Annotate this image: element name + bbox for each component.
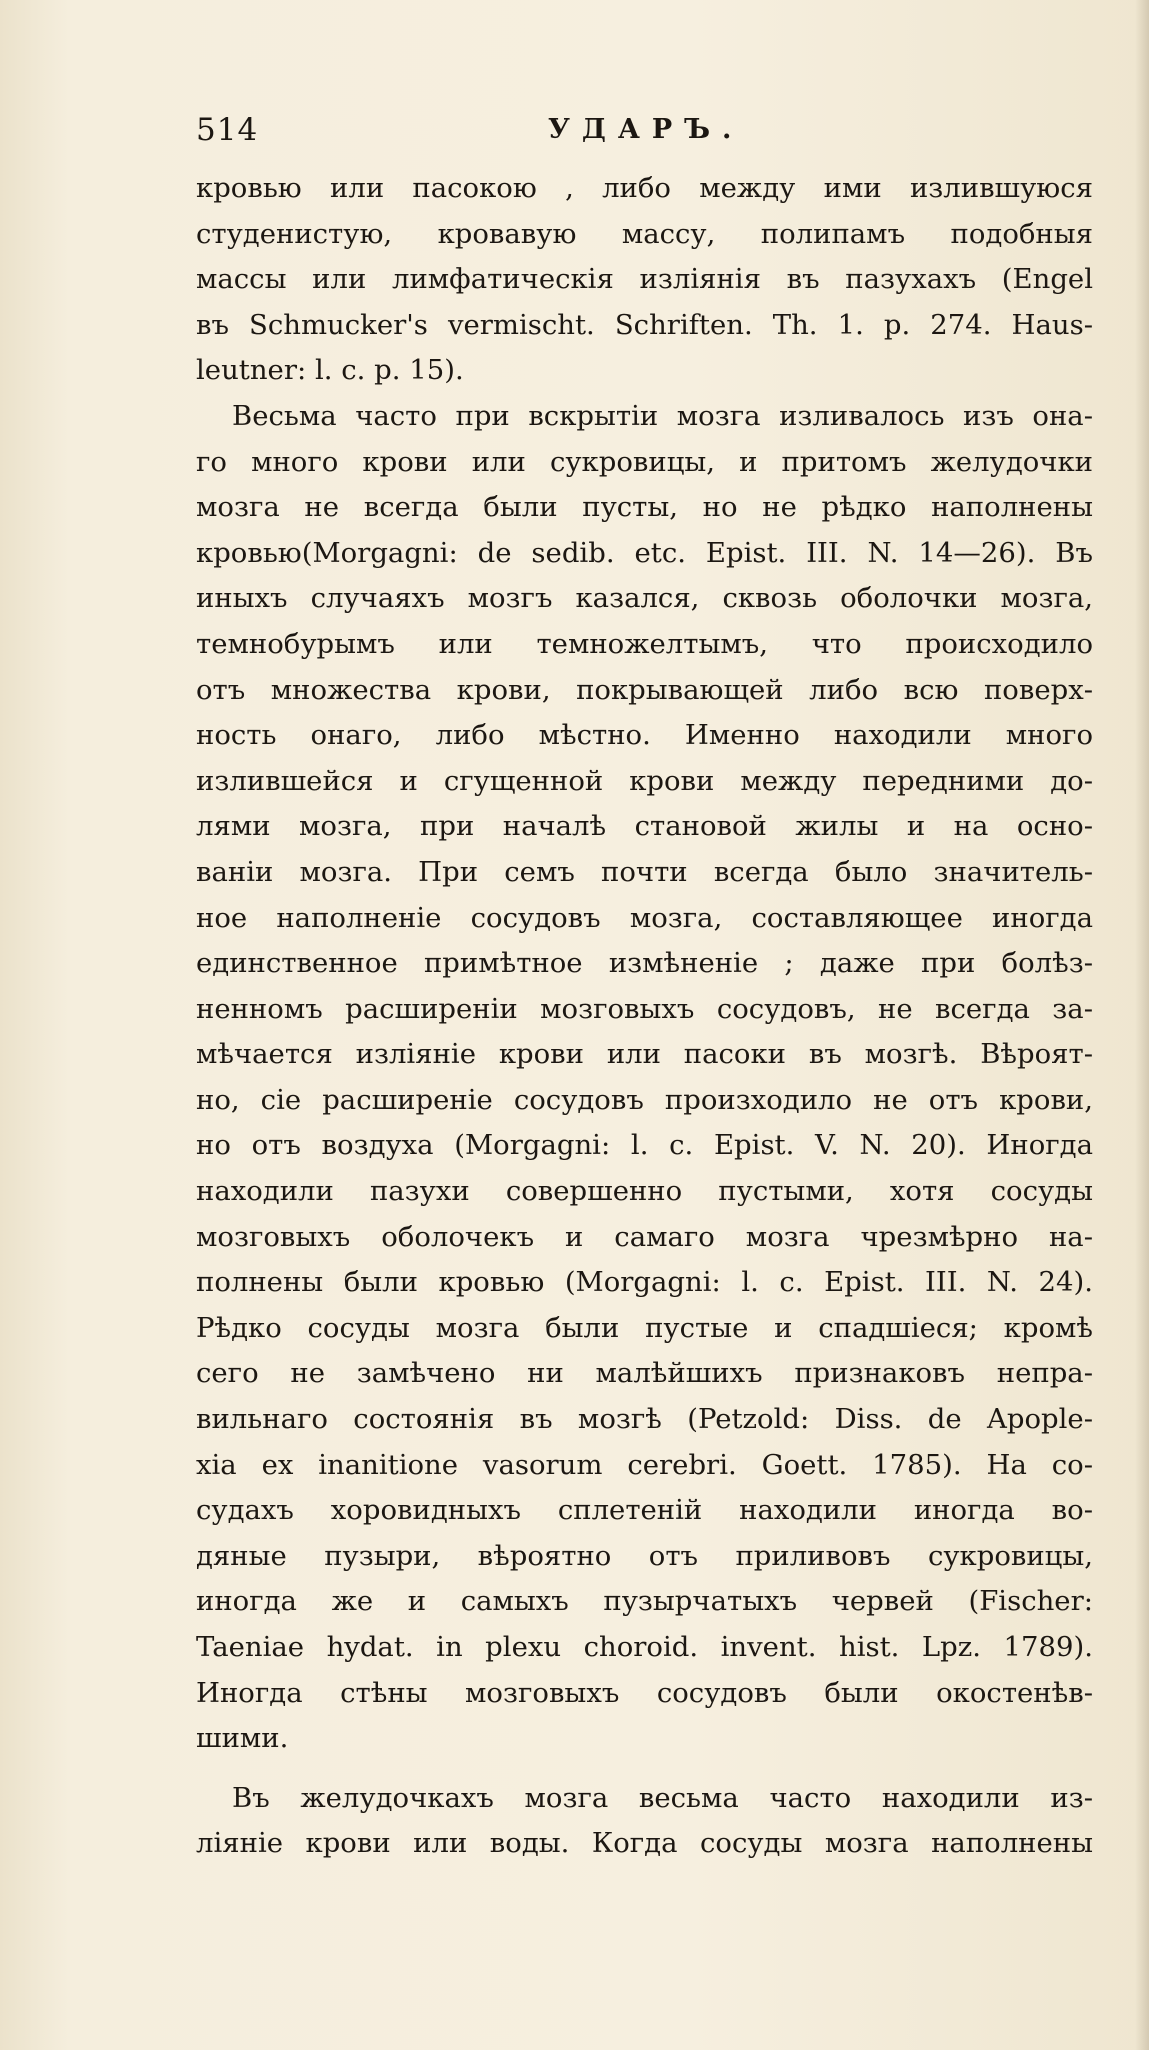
text-line: иныхъ случаяхъ мозгъ казался, сквозь оболочки мозга, xyxy=(196,582,1093,615)
text-line: Весьма часто при вскрытіи мозга изливалось изъ она- xyxy=(232,399,1093,432)
text-line: кровью(Morgagni: de sedib. etc. Epist. III. N. 14—26). Въ xyxy=(196,536,1093,569)
text-line: Рѣдко сосуды мозга были пустые и спадшіеся; кромѣ xyxy=(196,1311,1093,1344)
paragraph-3 xyxy=(196,1776,1093,1867)
running-head: УДАРЪ. xyxy=(548,114,744,145)
text-line: отъ множества крови, покрывающей либо всю поверх- xyxy=(196,673,1093,706)
text-line: но, сіе расширеніе сосудовъ произходило не отъ крови, xyxy=(196,1083,1093,1116)
text-line: кровью или пасокою , либо между ими излившуюся xyxy=(196,172,1093,204)
text-line: мозга не всегда были пусты, но не рѣдко наполнены xyxy=(196,491,1093,524)
text-line: leutner: l. c. p. 15). xyxy=(196,354,464,387)
text-line: сего не замѣчено ни малѣйшихъ признаковъ непра- xyxy=(196,1357,1093,1390)
text-line: Въ желудочкахъ мозга весьма часто находили из- xyxy=(232,1781,1093,1814)
text-line: находили пазухи совершенно пустыми, хотя сосуды xyxy=(196,1175,1093,1208)
text-line: судахъ хоровидныхъ сплетеній находили иногда во- xyxy=(196,1494,1093,1527)
page-number: 514 xyxy=(196,112,259,148)
page-header xyxy=(196,112,1096,162)
text-line: массы или лимфатическія изліянія въ пазухахъ (Engel xyxy=(196,263,1093,296)
text-line: ліяніе крови или воды. Когда сосуды мозга наполнены xyxy=(196,1827,1093,1860)
text-line: иногда же и самыхъ пузырчатыхъ червей (Fischer: xyxy=(196,1585,1093,1618)
text-line: излившейся и сгущенной крови между передними до- xyxy=(196,764,1093,797)
text-line: темнобурымъ или темножелтымъ, что происходило xyxy=(196,627,1093,660)
text-line: Taeniae hydat. in plexu choroid. invent. hist. Lpz. 1789). xyxy=(196,1631,1093,1663)
paragraph-1 xyxy=(196,166,1093,394)
text-line: ное наполненіе сосудовъ мозга, составляющее иногда xyxy=(196,901,1093,934)
text-line: единственное примѣтное измѣненіе ; даже при болѣз- xyxy=(196,947,1093,980)
text-line: полнены были кровью (Morgagni: l. c. Epist. III. N. 24). xyxy=(196,1266,1093,1299)
text-line: въ Schmucker's vermischt. Schriften. Th. 1. p. 274. Haus- xyxy=(196,308,1093,341)
text-line: xia ex inanitione vasorum cerebri. Goett. 1785). На со- xyxy=(196,1448,1093,1481)
text-line: Иногда стѣны мозговыхъ сосудовъ были окостенѣв- xyxy=(196,1676,1093,1709)
text-line: вильнаго состоянія въ мозгѣ (Petzold: Diss. de Apople- xyxy=(196,1403,1093,1436)
paragraph-2 xyxy=(196,394,1093,1762)
body-text xyxy=(196,166,1093,1867)
text-line: студенистую, кровавую массу, полипамъ подобныя xyxy=(196,217,1093,250)
text-line: ность онаго, либо мѣстно. Именно находили много xyxy=(196,719,1093,752)
text-line: мѣчается изліяніе крови или пасоки въ мозгѣ. Вѣроят- xyxy=(196,1038,1093,1071)
text-line: дяные пузыри, вѣроятно отъ приливовъ сукровицы, xyxy=(196,1539,1093,1572)
text-line: шими. xyxy=(196,1722,289,1755)
text-line: го много крови или сукровицы, и притомъ желудочки xyxy=(196,445,1093,478)
text-line: лями мозга, при началѣ становой жилы и на осно- xyxy=(196,810,1093,843)
text-line: ваніи мозга. При семъ почти всегда было значитель- xyxy=(196,855,1093,888)
text-line: но отъ воздуха (Morgagni: l. c. Epist. V. N. 20). Иногда xyxy=(196,1129,1093,1162)
text-line: мозговыхъ оболочекъ и самаго мозга чрезмѣрно на- xyxy=(196,1220,1093,1253)
page-gutter-shadow xyxy=(1135,0,1149,2050)
paragraph-spacer xyxy=(196,1762,1093,1776)
text-line: ненномъ расширеніи мозговыхъ сосудовъ, не всегда за- xyxy=(196,992,1093,1025)
